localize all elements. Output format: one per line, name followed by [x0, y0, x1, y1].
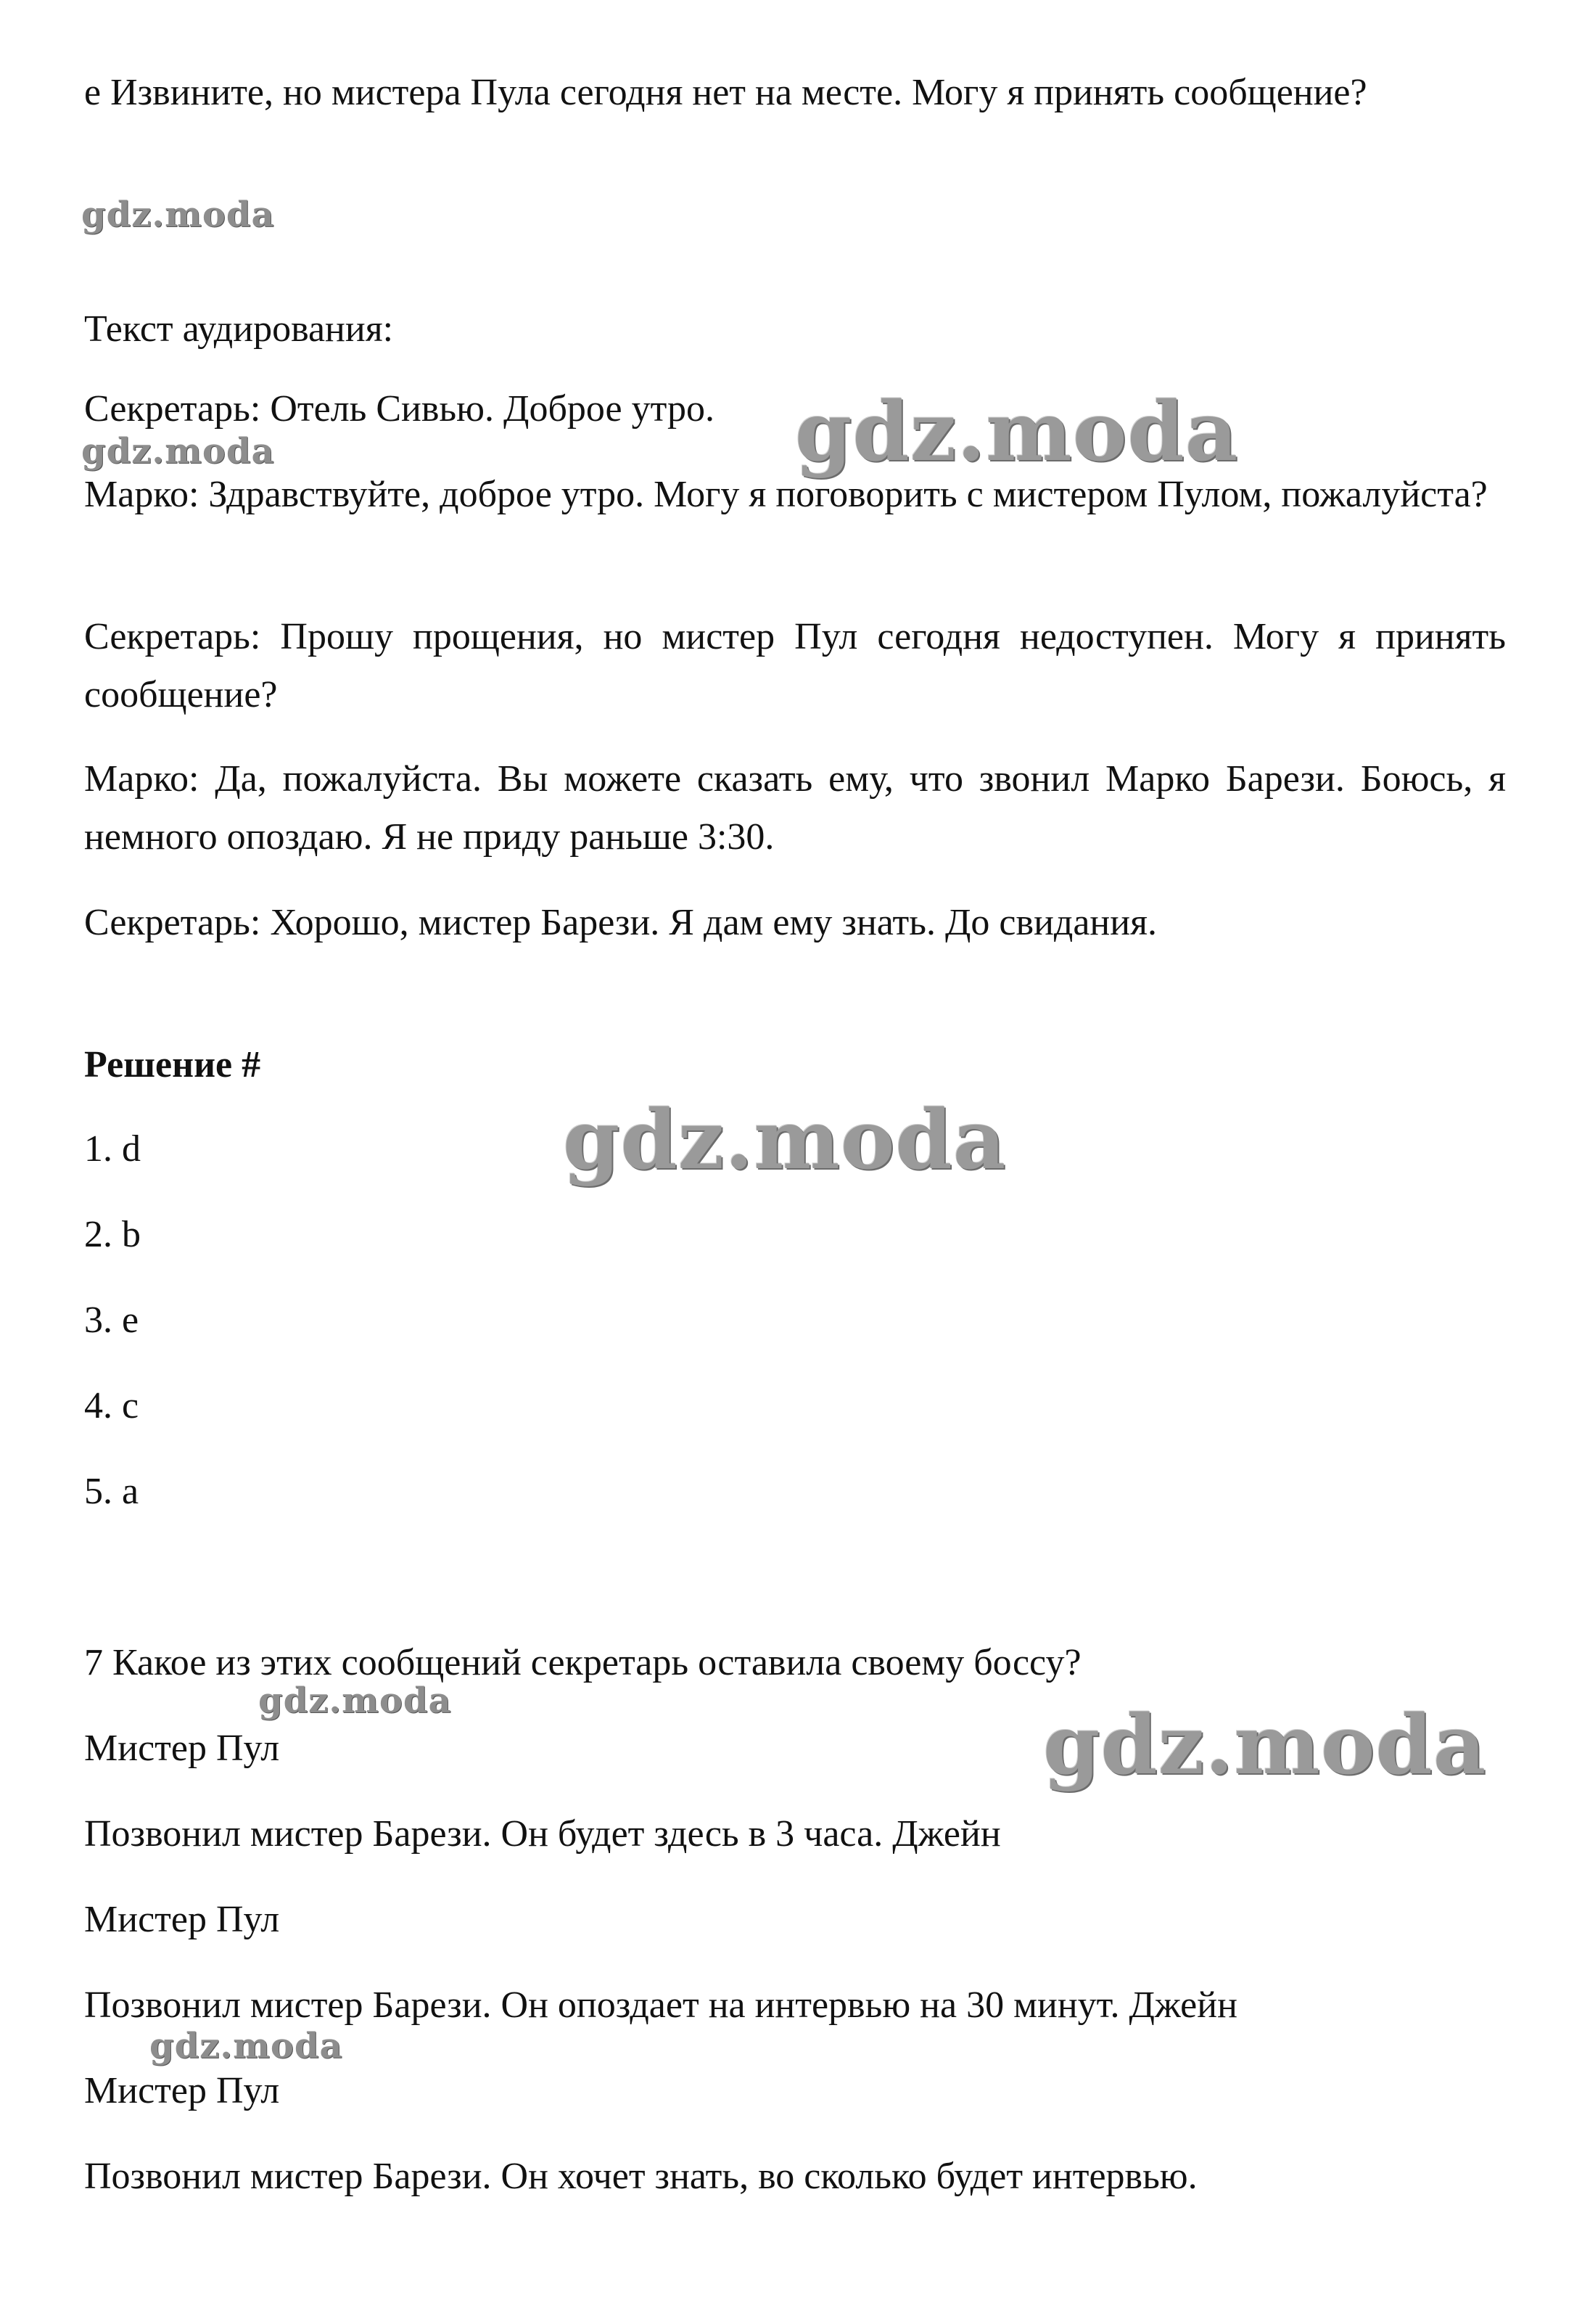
message-2-to: Мистер Пул: [84, 1899, 280, 1940]
message-2-text: Позвонил мистер Барези. Он опоздает на интервью на 30 минут. Джейн: [84, 1984, 1237, 2026]
dialogue-line-3: Секретарь: Прошу прощения, но мистер Пул сегодня недоступен. Могу я принять сообщение?: [84, 616, 1506, 715]
audio-heading: Текст аудирования:: [84, 308, 394, 350]
solution-heading: Решение #: [84, 1044, 261, 1085]
watermark-logo: gdz.moda: [81, 431, 275, 472]
message-3-to: Мистер Пул: [84, 2070, 280, 2111]
dialogue-line-2: Марко: Здравствуйте, доброе утро. Могу я поговорить с мистером Пулом, пожалуйста?: [84, 474, 1488, 515]
dialogue-line-5: Секретарь: Хорошо, мистер Барези. Я дам ему знать. До свидания.: [84, 902, 1158, 943]
watermark-logo: gdz.moda: [795, 385, 1239, 480]
watermark-logo: gdz.moda: [1043, 1698, 1487, 1793]
answer-5: 5. a: [84, 1471, 139, 1512]
option-e-text: е Извините, но мистера Пула сегодня нет на месте. Могу я принять сообщение?: [84, 72, 1367, 113]
answer-1: 1. d: [84, 1128, 141, 1170]
watermark-logo: gdz.moda: [81, 194, 275, 235]
answer-4: 4. c: [84, 1385, 139, 1426]
answer-3: 3. e: [84, 1299, 139, 1341]
dialogue-line-1: Секретарь: Отель Сивью. Доброе утро.: [84, 388, 714, 430]
message-1-text: Позвонил мистер Барези. Он будет здесь в 3 часа. Джейн: [84, 1813, 1001, 1855]
watermark-logo: gdz.moda: [563, 1093, 1007, 1188]
dialogue-line-4: Марко: Да, пожалуйста. Вы можете сказать ему, что звонил Марко Барези. Боюсь, я немного опоздаю. Я не приду раньше 3:30.: [84, 758, 1506, 858]
answer-2: 2. b: [84, 1214, 141, 1255]
task7-question: 7 Какое из этих сообщений секретарь оставила своему боссу?: [84, 1642, 1082, 1683]
watermark-logo: gdz.moda: [149, 2026, 343, 2066]
watermark-logo: gdz.moda: [258, 1680, 452, 1721]
message-1-to: Мистер Пул: [84, 1728, 280, 1769]
message-3-text: Позвонил мистер Барези. Он хочет знать, во сколько будет интервью.: [84, 2156, 1198, 2197]
